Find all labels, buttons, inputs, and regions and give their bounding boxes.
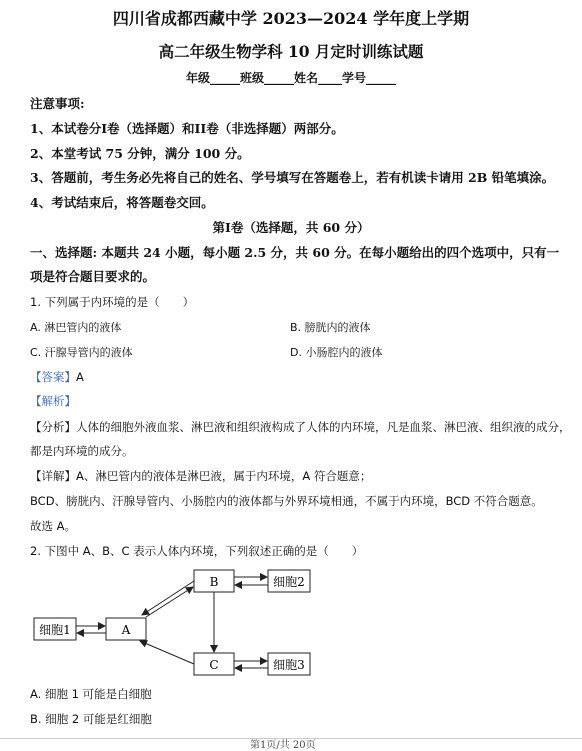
cell3-label: 细胞3	[273, 658, 305, 672]
arrow-b-to-a	[142, 581, 194, 615]
note-item-3: 3、答题前，考生务必先将自己的姓名、学号填写在答题卷上，若有机读卡请用 2B 铅笔填涂。	[30, 170, 555, 185]
q1-answer	[30, 369, 84, 385]
page-number: 第1页/共 20页	[250, 740, 316, 751]
arrow-c-to-a	[140, 641, 194, 664]
b-box	[194, 570, 234, 592]
cell1-label: 细胞1	[39, 623, 71, 637]
section-instruction-1: 一、选择题: 本题共 24 小题，每小题 2.5 分，共 60 分。在每小题给出的四个选项中，只有一	[30, 245, 560, 260]
q1-option-a: A. 淋巴管内的液体	[30, 321, 122, 334]
question-2-stem: 2. 下图中 A、B、C 表示人体内环境，下列叙述正确的是（ ）	[30, 544, 364, 558]
exam-title: 四川省成都西藏中学 2023—2024 学年度上学期	[112, 9, 470, 28]
q2-option-b: B. 细胞 2 可能是红细胞	[30, 712, 152, 726]
section-instruction-2: 项是符合题目要求的。	[30, 269, 156, 284]
page-footer	[0, 738, 582, 749]
exam-subtitle: 高二年级生物学科 10 月定时训练试题	[158, 42, 424, 61]
a-label: A	[121, 623, 131, 637]
cell2-box	[268, 570, 310, 592]
q1-option-d: D. 小肠腔内的液体	[290, 346, 383, 359]
c-label: C	[209, 658, 219, 672]
a-box	[106, 618, 146, 640]
question-1-stem: 1. 下列属于内环境的是（ ）	[30, 295, 195, 309]
cell2-label: 细胞2	[273, 575, 305, 589]
arrow-a-to-b	[146, 587, 193, 617]
note-item-1: 1、本试卷分I卷（选择题）和II卷（非选择题）两部分。	[30, 121, 344, 136]
detail-line-1: 【详解】A、淋巴管内的液体是淋巴液，属于内环境，A 符合题意；	[30, 469, 372, 483]
answer-value: A	[76, 370, 84, 384]
q2-option-a: A. 细胞 1 可能是白细胞	[30, 687, 152, 701]
cell3-box	[268, 653, 310, 675]
body-fluid-diagram	[30, 565, 330, 685]
note-item-2: 2、本堂考试 75 分钟，满分 100 分。	[30, 146, 250, 161]
analysis-line-1: 【分析】人体的细胞外液血浆、淋巴液和组织液构成了人体的内环境，凡是血浆、淋巴液、组织液的成分，	[30, 420, 571, 434]
student-info-line: 年级_____班级_____姓名____学号_____	[185, 71, 396, 85]
notes-heading: 注意事项:	[30, 96, 85, 111]
analysis-line-2: 都是内环境的成分。	[30, 444, 134, 458]
note-item-4: 4、考试结束后，将答题卷交回。	[30, 195, 214, 210]
b-label: B	[209, 575, 219, 589]
detail-line-2: BCD、膀胱内、汗腺导管内、小肠腔内的液体都与外界环境相通，不属于内环境，BCD 不符合题意。	[30, 494, 543, 508]
answer-tag: 【答案】	[30, 370, 76, 384]
analysis-tag: 【解析】	[30, 394, 76, 408]
q1-option-c: C. 汗腺导管内的液体	[30, 346, 133, 359]
cell1-box	[34, 618, 76, 640]
conclusion: 故选 A。	[30, 519, 77, 533]
q1-option-b: B. 膀胱内的液体	[290, 321, 371, 334]
c-box	[194, 653, 234, 675]
section-title: 第I卷（选择题，共 60 分）	[212, 220, 370, 235]
